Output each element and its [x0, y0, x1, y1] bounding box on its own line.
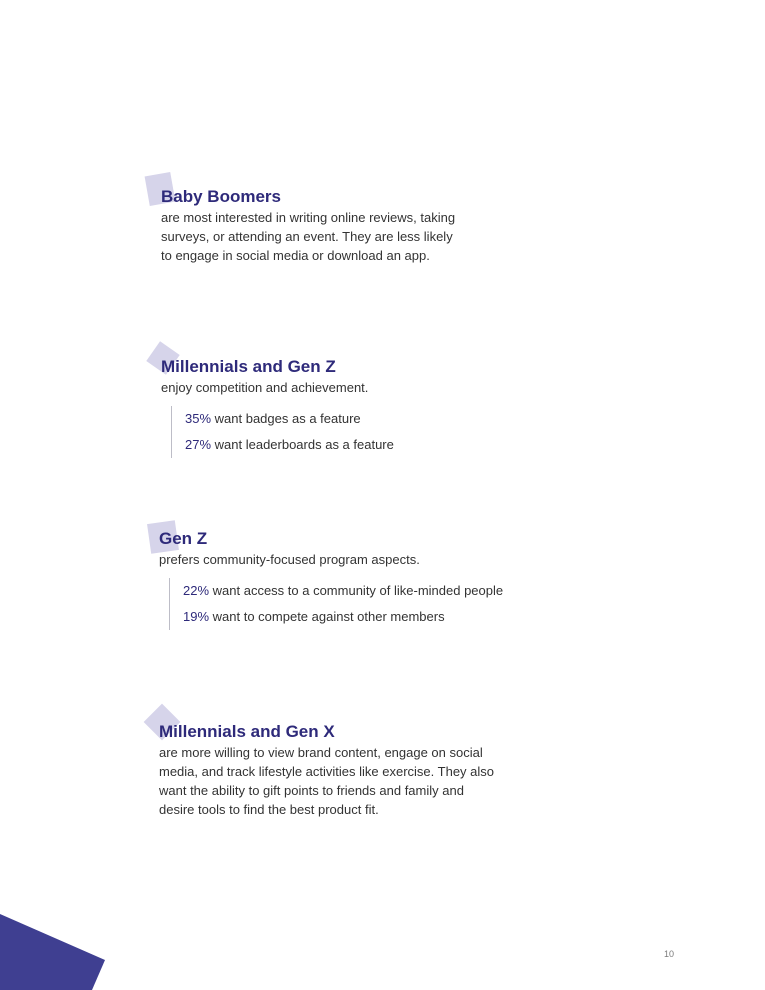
section-heading: Millennials and Gen X [159, 722, 335, 741]
body-line: desire tools to find the best product fit. [159, 802, 379, 817]
body-line: surveys, or attending an event. They are less likely [161, 229, 453, 244]
page-number: 10 [664, 949, 675, 959]
section-heading: Baby Boomers [161, 187, 281, 206]
stat-text: want leaderboards as a feature [211, 437, 394, 452]
body-line: prefers community-focused program aspects. [159, 552, 420, 567]
stat-text: want access to a community of like-minded people [209, 583, 504, 598]
section-heading: Millennials and Gen Z [161, 357, 336, 376]
stat-percent: 19% [183, 609, 210, 624]
body-line: want the ability to gift points to friends and family and [159, 783, 464, 798]
body-line: enjoy competition and achievement. [161, 380, 369, 395]
stat-text: want badges as a feature [211, 411, 361, 426]
body-line: to engage in social media or download an app. [161, 248, 430, 263]
body-line: are most interested in writing online reviews, taking [161, 210, 456, 225]
stat-text: want to compete against other members [209, 609, 445, 624]
stat-percent: 35% [185, 411, 212, 426]
stat-percent: 27% [185, 437, 212, 452]
body-line: are more willing to view brand content, engage on social [159, 745, 483, 760]
section-heading: Gen Z [159, 529, 208, 548]
corner-accent-polygon [0, 914, 105, 990]
body-line: media, and track lifestyle activities like exercise. They also [159, 764, 495, 779]
stat-percent: 22% [183, 583, 210, 598]
